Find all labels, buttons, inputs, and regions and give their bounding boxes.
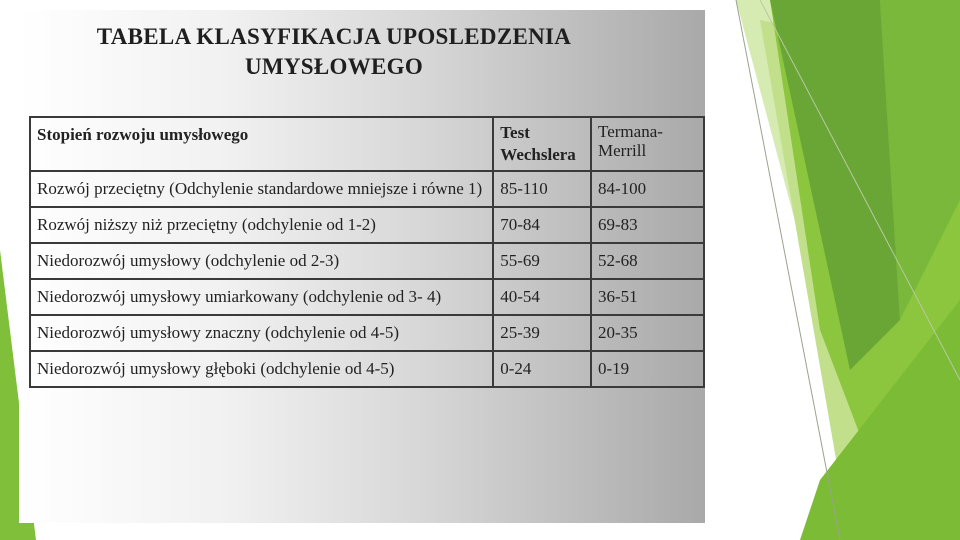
table-row bbox=[30, 351, 704, 387]
row-terman: 36-51 bbox=[591, 279, 704, 315]
row-label: Niedorozwój umysłowy (odchylenie od 2-3) bbox=[30, 243, 493, 279]
title-line-1: TABELA KLASYFIKACJA UPOSLEDZENIA bbox=[96, 24, 572, 49]
table-header-row bbox=[30, 117, 704, 171]
row-wechsler: 0-24 bbox=[493, 351, 591, 387]
table-row bbox=[30, 171, 704, 207]
scanned-table-image bbox=[19, 10, 705, 523]
row-label: Niedorozwój umysłowy głęboki (odchylenie od 4-5) bbox=[30, 351, 493, 387]
page-title bbox=[19, 22, 649, 82]
row-label: Niedorozwój umysłowy znaczny (odchylenie od 4-5) bbox=[30, 315, 493, 351]
row-wechsler: 25-39 bbox=[493, 315, 591, 351]
row-terman: 69-83 bbox=[591, 207, 704, 243]
row-terman: 84-100 bbox=[591, 171, 704, 207]
title-line-2: UMYSŁOWEGO bbox=[244, 54, 424, 79]
row-terman: 52-68 bbox=[591, 243, 704, 279]
classification-table bbox=[29, 116, 705, 388]
row-label: Rozwój niższy niż przeciętny (odchylenie od 1-2) bbox=[30, 207, 493, 243]
table-row bbox=[30, 315, 704, 351]
table-row bbox=[30, 279, 704, 315]
row-terman: 0-19 bbox=[591, 351, 704, 387]
row-wechsler: 40-54 bbox=[493, 279, 591, 315]
header-wechsler: Test Wechslera bbox=[493, 117, 591, 171]
header-terman-merrill: Termana-Merrill bbox=[591, 117, 704, 171]
row-wechsler: 55-69 bbox=[493, 243, 591, 279]
row-wechsler: 70-84 bbox=[493, 207, 591, 243]
table-row bbox=[30, 243, 704, 279]
row-label: Niedorozwój umysłowy umiarkowany (odchylenie od 3- 4) bbox=[30, 279, 493, 315]
row-label: Rozwój przeciętny (Odchylenie standardowe mniejsze i równe 1) bbox=[30, 171, 493, 207]
row-wechsler: 85-110 bbox=[493, 171, 591, 207]
row-terman: 20-35 bbox=[591, 315, 704, 351]
table-row bbox=[30, 207, 704, 243]
header-stage: Stopień rozwoju umysłowego bbox=[30, 117, 493, 171]
